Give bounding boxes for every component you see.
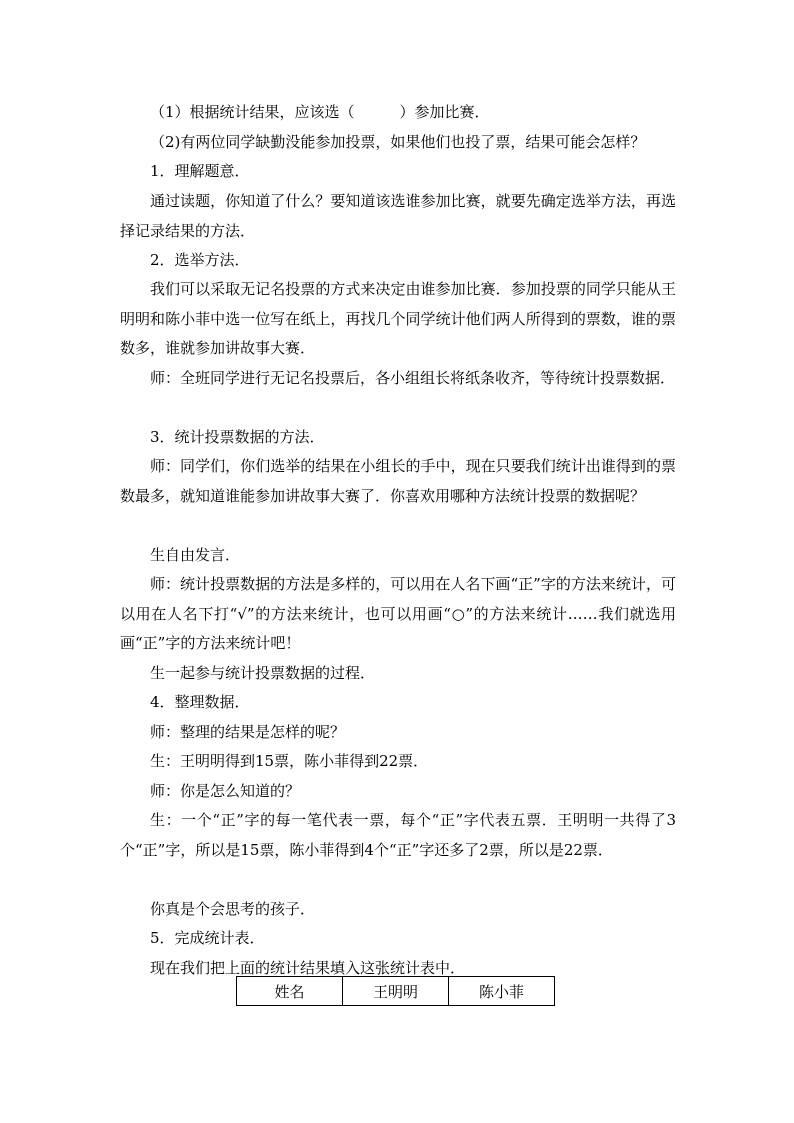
paragraph-teacher-result: 师：整理的结果是怎样的呢？ <box>150 723 346 741</box>
paragraph-students-speak: 生自由发言． <box>150 546 241 564</box>
table-header-wang: 王明明 <box>343 977 449 1006</box>
question-2: （2)有两位同学缺勤没能参加投票，如果他们也投了票，结果可能会怎样？ <box>150 133 646 151</box>
paragraph-teacher-collect: 师：全班同学进行无记名投票后，各小组组长将纸条收齐，等待统计投票数据． <box>150 369 676 387</box>
step-4-heading: 4．整理数据． <box>150 693 250 711</box>
step-1-heading: 1．理解题意． <box>150 162 250 180</box>
paragraph-student-result: 生：王明明得到15票，陈小菲得到22票． <box>150 752 429 770</box>
step-3-heading: 3．统计投票数据的方法． <box>150 428 325 446</box>
question-1: （1）根据统计结果，应该选（ ）参加比赛． <box>150 103 490 121</box>
paragraph-counting-process: 生一起参与统计投票数据的过程． <box>150 664 376 682</box>
paragraph-fill-table: 现在我们把上面的统计结果填入这张统计表中． <box>150 959 466 977</box>
statistics-table <box>236 976 555 1006</box>
table-header-name: 姓名 <box>237 977 343 1006</box>
paragraph-understanding: 通过读题，你知道了什么？要知道该选谁参加比赛，就要先确定选举方法，再选择记录结果的方法． <box>120 192 676 240</box>
paragraph-teacher-how: 师：你是怎么知道的？ <box>150 782 301 800</box>
paragraph-student-explain: 生：一个“正”字的每一笔代表一票，每个“正”字代表五票．王明明一共得了3个“正”字，所以是15票，陈小菲得到4个“正”字还多了2票，所以是22票． <box>120 811 676 859</box>
table-header-chen: 陈小菲 <box>449 977 555 1006</box>
paragraph-teacher-question: 师：同学们，你们选举的结果在小组长的手中，现在只要我们统计出谁得到的票数最多，就知道谁能参加讲故事大赛了．你喜欢用哪种方法统计投票的数据呢？ <box>120 457 676 505</box>
table-header-row <box>237 977 555 1006</box>
paragraph-praise: 你真是个会思考的孩子． <box>150 900 316 918</box>
paragraph-counting-methods: 师：统计投票数据的方法是多样的，可以用在人名下画“正”字的方法来统计，可以用在人名下打“√”的方法来统计，也可以用画“○”的方法来统计……我们就选用画“正”字的方法来统计吧！ <box>120 575 676 652</box>
paragraph-election-method: 我们可以采取无记名投票的方式来决定由谁参加比赛．参加投票的同学只能从王明明和陈小菲中选一位写在纸上，再找几个同学统计他们两人所得到的票数，谁的票数多，谁就参加讲故事大赛． <box>120 280 676 357</box>
step-2-heading: 2．选举方法． <box>150 251 250 269</box>
step-5-heading: 5．完成统计表． <box>150 929 265 947</box>
